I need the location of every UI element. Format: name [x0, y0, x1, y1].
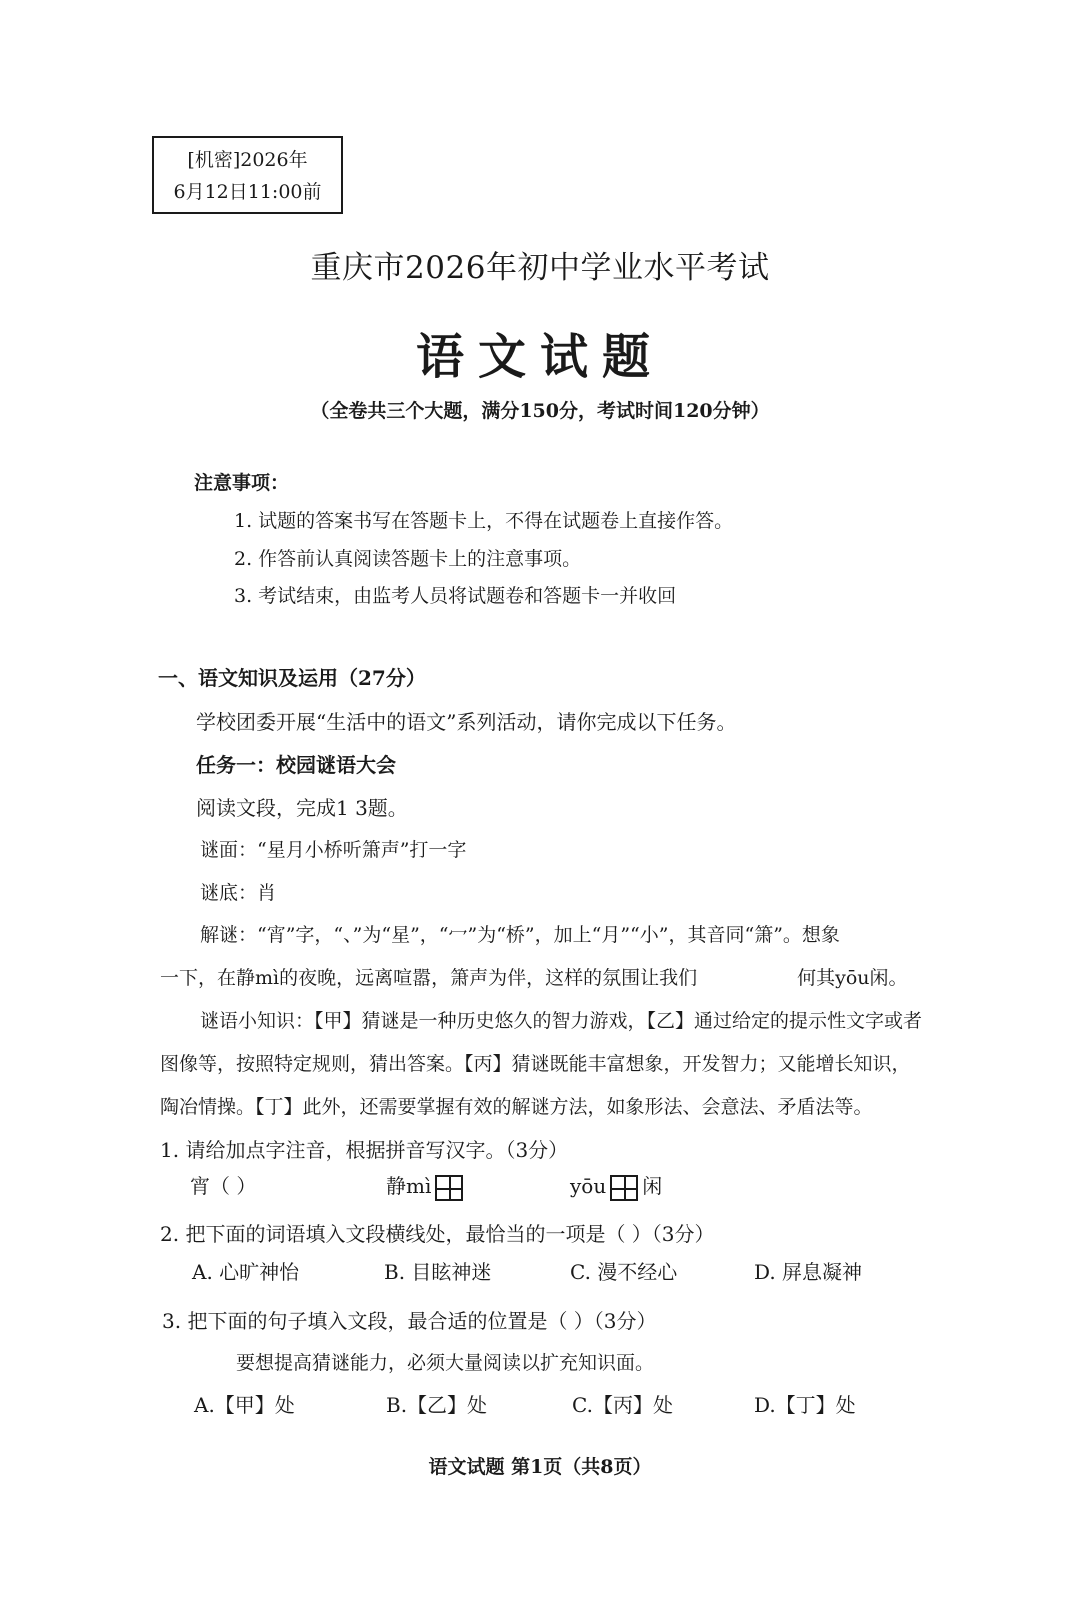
question-1-item-c [570, 1170, 662, 1201]
page-footer: 语文试题 第1页（共8页） [428, 1456, 652, 1478]
riddle-solve-line-2a: 一下，在静mì的夜晚，远离喧嚣，箫声为伴，这样的氛围让我们 [160, 967, 698, 989]
question-2-option-d: D. 屏息凝神 [754, 1260, 863, 1284]
section-1-intro: 学校团委开展“生活中的语文”系列活动，请你完成以下任务。 [196, 710, 737, 734]
question-1-item-c-label: yōu [570, 1174, 607, 1198]
confidential-line-2: 6月12日11:00前 [173, 181, 322, 203]
exam-title: 重庆市2026年初中学业水平考试 [310, 250, 770, 286]
task-1-title: 任务一：校园谜语大会 [196, 753, 396, 777]
confidential-stamp-box [152, 136, 343, 214]
question-2-stem: 2. 把下面的词语填入文段横线处，最恰当的一项是（ ）（3分） [160, 1222, 715, 1246]
riddle-face: 谜面：“星月小桥听箫声”打一字 [200, 839, 467, 861]
question-3-stem: 3. 把下面的句子填入文段，最合适的位置是（ ）（3分） [162, 1309, 657, 1333]
writing-grid-box [435, 1175, 463, 1201]
question-3-sentence: 要想提高猜谜能力，必须大量阅读以扩充知识面。 [236, 1352, 655, 1374]
notes-item-3: 3. 考试结束，由监考人员将试题卷和答题卡一并收回 [234, 585, 677, 607]
question-3-option-c: C.【丙】处 [572, 1393, 673, 1417]
paper-meta: （全卷共三个大题，满分150分，考试时间120分钟） [310, 400, 770, 422]
riddle-knowledge-line-3: 陶冶情操。【丁】此外，还需要掌握有效的解谜方法，如象形法、会意法、矛盾法等。 [160, 1096, 873, 1118]
riddle-answer: 谜底：肖 [200, 882, 277, 904]
question-1-item-a: 宵（ ） [190, 1174, 257, 1198]
question-3-option-b: B.【乙】处 [386, 1393, 488, 1417]
writing-grid-box [610, 1175, 638, 1201]
question-1-stem: 1. 请给加点字注音，根据拼音写汉字。（3分） [160, 1138, 569, 1162]
notes-item-2: 2. 作答前认真阅读答题卡上的注意事项。 [234, 548, 582, 570]
question-2-option-c: C. 漫不经心 [570, 1260, 678, 1284]
question-1-item-b [386, 1170, 467, 1201]
question-3-option-a: A.【甲】处 [194, 1393, 295, 1417]
riddle-solve-line-2 [160, 963, 908, 990]
question-1-item-b-label: 静mì [386, 1174, 432, 1198]
question-1-item-c-tail: 闲 [642, 1174, 663, 1198]
notes-item-1: 1. 试题的答案书写在答题卡上，不得在试题卷上直接作答。 [234, 510, 734, 532]
reading-instruction: 阅读文段，完成1 3题。 [196, 796, 408, 820]
confidential-line-1: [机密]2026年 [187, 149, 308, 171]
section-1-heading: 一、语文知识及运用（27分） [158, 666, 426, 690]
riddle-solve-line-2b: 何其yōu闲。 [797, 967, 908, 989]
question-3-option-d: D.【丁】处 [754, 1393, 856, 1417]
notes-heading: 注意事项： [194, 472, 290, 494]
question-2-option-b: B. 目眩神迷 [384, 1260, 492, 1284]
riddle-knowledge-line-2: 图像等，按照特定规则，猜出答案。【丙】猜谜既能丰富想象，开发智力；又能增长知识， [160, 1053, 911, 1075]
question-2-option-a: A. 心旷神怡 [192, 1260, 300, 1284]
riddle-solve-line-1: 解谜：“宵”字，“、”为“星”，“冖”为“桥”，加上“月”“小”，其音同“箫”。想象 [200, 924, 840, 946]
paper-title: 语文试题 [415, 329, 664, 385]
riddle-knowledge-line-1: 谜语小知识：【甲】猜谜是一种历史悠久的智力游戏，【乙】通过给定的提示性文字或者 [200, 1010, 923, 1032]
